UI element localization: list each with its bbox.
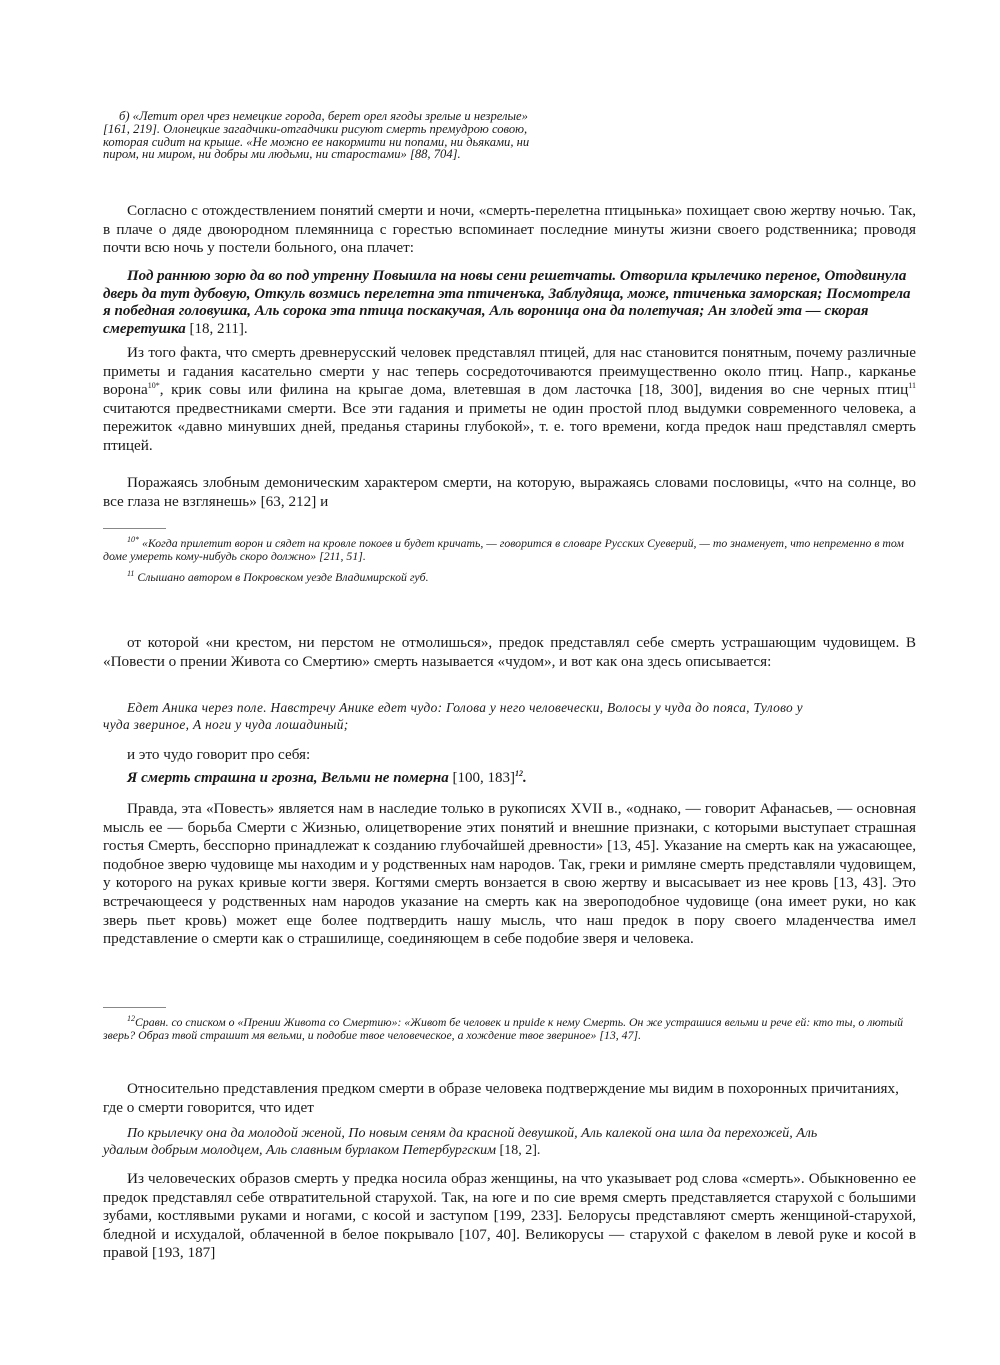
- paragraph-2: [103, 344, 916, 456]
- footnote-ref-12[interactable]: 12: [515, 769, 523, 778]
- paragraph-text: Поражаясь злобным демоническим характером смерти, на которую, выражаясь словами пословицы, «что на солнце, во все глаза не взглянешь» [63, 212] и: [103, 474, 916, 510]
- quote-text: Я смерть страшна и грозна, Вельми не померна: [127, 770, 449, 786]
- footnote-divider: [103, 528, 166, 529]
- paragraph-text: и это чудо говорит про себя:: [127, 746, 311, 763]
- paragraph-8: [103, 1170, 916, 1263]
- quote-text: Под раннюю зорю да во под утренну Повышла на новы сени решетчаты. Отворила крылечико переное, Отодвинула дверь да тут дубовую, Откуль возмись перелетна эта птиченъка, Заблудяща, може, птиченька заморская; Посмотрела я победная головушка, Аль сорока эта птица поскакучая, Аль вороница она да полетучая; Ан злодей эта — скорая смеретушка: [103, 268, 911, 337]
- paragraph-text: Правда, эта «Повесть» является нам в наследие только в рукописях XVII в., «однако, — говорит Афанасьев, — основная мысль ее — борьба Смерти с Жизнью, олицетворение этих понятий и внешние признаки, с которыми выступает страшная гостья Смерть, бесспорно принадлежат к созданию глубочайшей древности» [13, 45]. Указание на смерть как на ужасающее, подобное зверю чудовище мы находим и у родственных нам народов. Так, греки и римляне смерть представляли чудовищем, у которого на руках кривые когти зверя. Когтями смерть вонзается в свою жертву и высасывает из нее кровь [13, 43]. Это встречающееся у родственных нам народов указание на смерть как на звероподобное чудовище (она имеет руки, но как зверь пьет кровь) может еще более подтвердить нашу мысль, что наш предок в пору своего младенчества имел представление о смерти как о страшилище, соединяющем в себе подобие зверя и человека.: [103, 800, 916, 948]
- citation: [18, 2].: [496, 1143, 541, 1158]
- footnote-divider: [103, 1007, 166, 1008]
- footnote-ref-11[interactable]: 11: [908, 381, 916, 391]
- footnote-ref-10[interactable]: 10*: [147, 381, 160, 391]
- top-note: б) «Летит орел чрез немецкие города, берет орел ягоды зрелые и незрелые» [161, 219]. Олонецкие загадчики-отгадчики рисуют смерть премудрою совою, которая сидит на крыше. «Не можно ее накормити ни попами, ни дьяками, ни пиром, ни миром, ни добры ми людьми, ни старостами» [88, 704].: [103, 109, 530, 162]
- footnote-11: [103, 571, 916, 584]
- citation: [18, 211].: [185, 320, 248, 337]
- footnote-10: [103, 537, 916, 563]
- footnote-mark: 10*: [127, 535, 139, 545]
- footnote-mark: 11: [127, 569, 135, 579]
- paragraph-4: [103, 634, 916, 671]
- paragraph-1: [103, 202, 916, 258]
- quote-text: Едет Аника через поле. Навстречу Анике едет чудо: Голова у него человечески, Волосы у чуда до пояса, Тулово у чуда звериное, А ноги у чуда лошадиный;: [103, 700, 803, 732]
- paragraph-3: [103, 474, 916, 511]
- paragraph-5: [103, 746, 916, 765]
- quote-anika: [103, 699, 823, 733]
- quote-text: По крылечку она да молодой женой, По новым сеням да красной девушкой, Аль калекой она шла да перехожей, Аль удалым добрым молодцем, Аль славным бурлаком Петербургским: [103, 1126, 818, 1158]
- punctuation: .: [523, 770, 527, 786]
- paragraph-text: считаются предвестниками смерти. Все эти гадания и приметы не один простой плод выдумки современного человека, а пережиток «давно минувших дней, преданья старины глубокой», т. е. того времени, когда предок наш представлял смерть птицей.: [103, 399, 916, 454]
- footnote-text: «Когда прилетит ворон и сядет на кровле покоев и будет кричать, — говорится в словаре Русских Суеверий, — то знаменует, что непременно в том доме умереть кому-нибудь скоро должно» [211, 51].: [103, 536, 904, 563]
- quote-death-speaks: [103, 770, 916, 788]
- footnote-text: Сравн. со списком о «Прении Живота со Смертию»: «Живот бе человек и приide к нему Смерть. Он же устрашися вельми и рече ей: кто ты, о лютый зверь? Образ твой страшит мя вельми, и подобие твое человеческое, а хождение твое звериное» [13, 47].: [103, 1015, 904, 1042]
- paragraph-text: , крик совы или филина на крыгае дома, влетевшая в дом ласточка [18, 300], видения во сне черных птиц: [159, 381, 909, 399]
- footnote-12: [103, 1016, 916, 1042]
- quote-lament-2: [103, 1125, 863, 1159]
- quote-lament: [103, 268, 916, 338]
- paragraph-6: [103, 800, 916, 949]
- paragraph-text: Из человеческих образов смерть у предка носила образ женщины, на что указывает род слова «смерть». Обыкновенно ее предок представлял себе отвратительной старухой. Так, на юге и по сие время смерть представляется старухой с большими зубами, костлявыми руками и ногами, с косой и заступом [199, 233]. Белорусы представляют смерть женщиной-старухой, бледной и исхудалой, облаченной в белое покрывало [107, 40]. Великорусы — старухой с факелом в левой руке и косой в правой [193, 187]: [103, 1170, 916, 1262]
- paragraph-text: Относительно представления предком смерти в образе человека подтверждение мы видим в похоронных причитаниях, где о смерти говорится, что идет: [103, 1080, 899, 1116]
- footnote-text: Слышано автором в Покровском уезде Владимирской губ.: [134, 570, 429, 584]
- paragraph-text: от которой «ни крестом, ни перстом не отмолишься», предок представлял себе смерть устрашающим чудовищем. В «Повести о прении Живота со Смертию» смерть называется «чудом», и вот как она здесь описывается:: [103, 634, 916, 670]
- paragraph-7: [103, 1080, 916, 1117]
- paragraph-text: Из того факта, что смерть древнерусский человек представлял птицей, для нас становится понятным, почему различные приметы и гадания касательно смерти у нас теперь сосредоточиваются преимущественно около птиц. Напр., карканье ворона: [103, 344, 916, 399]
- paragraph-text: Согласно с отождествлением понятий смерти и ночи, «смерть-перелетна птицынька» похищает свою жертву ночью. Так, в плаче о дяде двоюродном племянница с горестью вспоминает последние минуты жизни своего родственника; проводя почти всю ночь у постели больного, она плачет:: [103, 202, 916, 257]
- footnote-mark: 12: [127, 1014, 135, 1024]
- citation: [100, 183]: [448, 770, 515, 786]
